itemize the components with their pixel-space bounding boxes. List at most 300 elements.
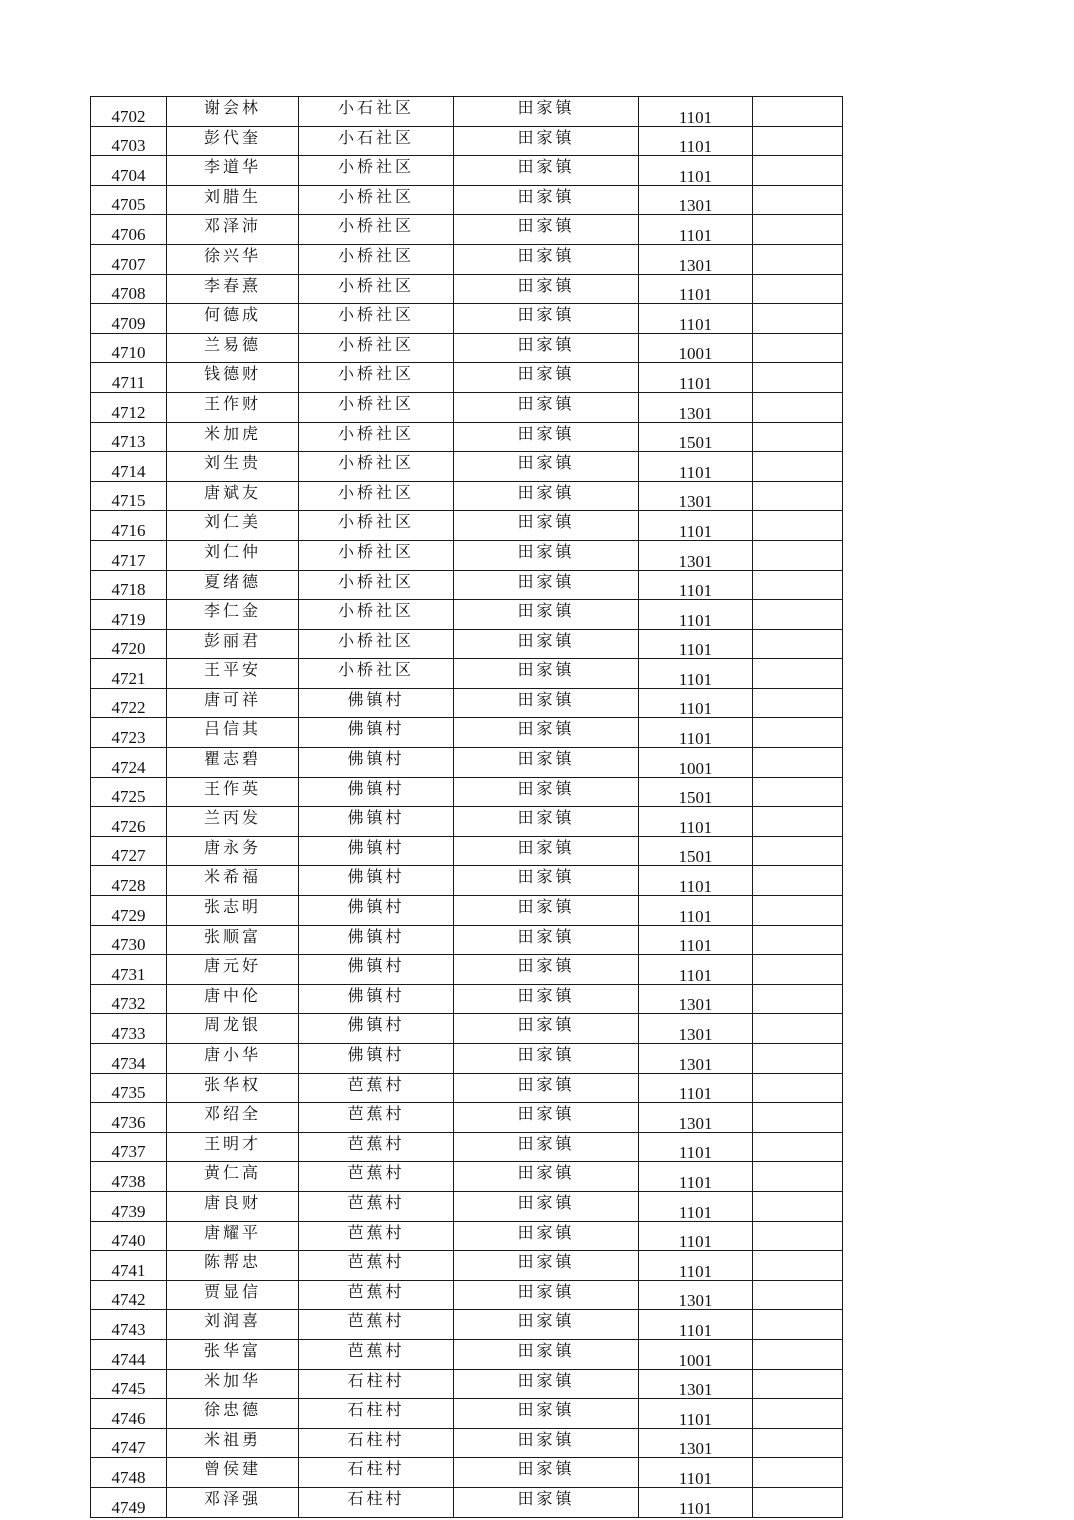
person-name-cell: 徐兴华 — [167, 244, 299, 274]
village-cell: 小桥社区 — [299, 363, 454, 393]
village-cell: 芭蕉村 — [299, 1310, 454, 1340]
note-cell — [753, 422, 843, 452]
town-cell: 田家镇 — [454, 807, 639, 837]
code-cell: 1101 — [639, 1132, 753, 1162]
row-number-cell: 4735 — [91, 1073, 167, 1103]
row-number-cell: 4740 — [91, 1221, 167, 1251]
table-row — [91, 1014, 843, 1044]
village-cell: 佛镇村 — [299, 955, 454, 985]
person-name-cell: 唐中伦 — [167, 984, 299, 1014]
code-cell: 1301 — [639, 984, 753, 1014]
table-row — [91, 392, 843, 422]
code-cell: 1101 — [639, 925, 753, 955]
town-cell: 田家镇 — [454, 866, 639, 896]
table-row — [91, 1369, 843, 1399]
town-cell: 田家镇 — [454, 304, 639, 334]
row-number-cell: 4744 — [91, 1339, 167, 1369]
town-cell: 田家镇 — [454, 896, 639, 926]
village-cell: 小桥社区 — [299, 600, 454, 630]
table-row — [91, 955, 843, 985]
person-name-cell: 徐忠德 — [167, 1399, 299, 1429]
code-cell: 1301 — [639, 540, 753, 570]
town-cell: 田家镇 — [454, 1132, 639, 1162]
town-cell: 田家镇 — [454, 481, 639, 511]
row-number-cell: 4704 — [91, 156, 167, 186]
note-cell — [753, 363, 843, 393]
village-cell: 芭蕉村 — [299, 1339, 454, 1369]
town-cell: 田家镇 — [454, 156, 639, 186]
person-name-cell: 米希福 — [167, 866, 299, 896]
village-cell: 佛镇村 — [299, 896, 454, 926]
row-number-cell: 4712 — [91, 392, 167, 422]
village-cell: 石柱村 — [299, 1369, 454, 1399]
table-row — [91, 97, 843, 127]
town-cell: 田家镇 — [454, 1428, 639, 1458]
note-cell — [753, 688, 843, 718]
row-number-cell: 4747 — [91, 1428, 167, 1458]
row-number-cell: 4713 — [91, 422, 167, 452]
town-cell: 田家镇 — [454, 570, 639, 600]
note-cell — [753, 955, 843, 985]
code-cell: 1101 — [639, 215, 753, 245]
table-row — [91, 1103, 843, 1133]
row-number-cell: 4726 — [91, 807, 167, 837]
table-row — [91, 1221, 843, 1251]
row-number-cell: 4714 — [91, 452, 167, 482]
code-cell: 1301 — [639, 1014, 753, 1044]
town-cell: 田家镇 — [454, 836, 639, 866]
row-number-cell: 4737 — [91, 1132, 167, 1162]
row-number-cell: 4705 — [91, 185, 167, 215]
village-cell: 芭蕉村 — [299, 1132, 454, 1162]
code-cell: 1301 — [639, 185, 753, 215]
row-number-cell: 4724 — [91, 748, 167, 778]
table-row — [91, 1132, 843, 1162]
person-name-cell: 米加华 — [167, 1369, 299, 1399]
note-cell — [753, 97, 843, 127]
row-number-cell: 4741 — [91, 1251, 167, 1281]
table-row — [91, 718, 843, 748]
village-cell: 小桥社区 — [299, 570, 454, 600]
village-cell: 石柱村 — [299, 1487, 454, 1517]
note-cell — [753, 274, 843, 304]
row-number-cell: 4746 — [91, 1399, 167, 1429]
person-name-cell: 唐耀平 — [167, 1221, 299, 1251]
note-cell — [753, 452, 843, 482]
person-name-cell: 陈帮忠 — [167, 1251, 299, 1281]
person-name-cell: 王作财 — [167, 392, 299, 422]
town-cell: 田家镇 — [454, 659, 639, 689]
table-row — [91, 1073, 843, 1103]
note-cell — [753, 540, 843, 570]
row-number-cell: 4719 — [91, 600, 167, 630]
town-cell: 田家镇 — [454, 1339, 639, 1369]
table-row — [91, 688, 843, 718]
table-row — [91, 1191, 843, 1221]
note-cell — [753, 1073, 843, 1103]
code-cell: 1101 — [639, 304, 753, 334]
table-row — [91, 1251, 843, 1281]
note-cell — [753, 866, 843, 896]
row-number-cell: 4732 — [91, 984, 167, 1014]
code-cell: 1101 — [639, 1251, 753, 1281]
note-cell — [753, 215, 843, 245]
note-cell — [753, 1428, 843, 1458]
village-cell: 小桥社区 — [299, 481, 454, 511]
code-cell: 1501 — [639, 422, 753, 452]
note-cell — [753, 777, 843, 807]
town-cell: 田家镇 — [454, 540, 639, 570]
code-cell: 1101 — [639, 718, 753, 748]
table-row — [91, 452, 843, 482]
table-row — [91, 925, 843, 955]
row-number-cell: 4729 — [91, 896, 167, 926]
note-cell — [753, 511, 843, 541]
person-name-cell: 邓泽沛 — [167, 215, 299, 245]
village-cell: 小桥社区 — [299, 540, 454, 570]
village-cell: 芭蕉村 — [299, 1073, 454, 1103]
town-cell: 田家镇 — [454, 244, 639, 274]
village-cell: 佛镇村 — [299, 807, 454, 837]
table-row — [91, 1339, 843, 1369]
town-cell: 田家镇 — [454, 1280, 639, 1310]
code-cell: 1101 — [639, 1073, 753, 1103]
village-cell: 佛镇村 — [299, 748, 454, 778]
note-cell — [753, 1458, 843, 1488]
code-cell: 1301 — [639, 1280, 753, 1310]
code-cell: 1101 — [639, 570, 753, 600]
town-cell: 田家镇 — [454, 1162, 639, 1192]
note-cell — [753, 333, 843, 363]
town-cell: 田家镇 — [454, 274, 639, 304]
note-cell — [753, 1369, 843, 1399]
row-number-cell: 4707 — [91, 244, 167, 274]
town-cell: 田家镇 — [454, 215, 639, 245]
table-row — [91, 540, 843, 570]
person-name-cell: 王作英 — [167, 777, 299, 807]
person-name-cell: 唐元好 — [167, 955, 299, 985]
town-cell: 田家镇 — [454, 748, 639, 778]
village-cell: 小桥社区 — [299, 274, 454, 304]
table-row — [91, 659, 843, 689]
town-cell: 田家镇 — [454, 1251, 639, 1281]
code-cell: 1101 — [639, 629, 753, 659]
row-number-cell: 4709 — [91, 304, 167, 334]
table-row — [91, 777, 843, 807]
note-cell — [753, 748, 843, 778]
row-number-cell: 4738 — [91, 1162, 167, 1192]
person-name-cell: 王明才 — [167, 1132, 299, 1162]
row-number-cell: 4742 — [91, 1280, 167, 1310]
town-cell: 田家镇 — [454, 1191, 639, 1221]
town-cell: 田家镇 — [454, 97, 639, 127]
town-cell: 田家镇 — [454, 392, 639, 422]
table-row — [91, 748, 843, 778]
town-cell: 田家镇 — [454, 925, 639, 955]
note-cell — [753, 925, 843, 955]
person-name-cell: 彭丽君 — [167, 629, 299, 659]
town-cell: 田家镇 — [454, 511, 639, 541]
row-number-cell: 4710 — [91, 333, 167, 363]
note-cell — [753, 600, 843, 630]
town-cell: 田家镇 — [454, 1014, 639, 1044]
town-cell: 田家镇 — [454, 688, 639, 718]
table-row — [91, 126, 843, 156]
person-name-cell: 兰丙发 — [167, 807, 299, 837]
code-cell: 1101 — [639, 807, 753, 837]
village-cell: 佛镇村 — [299, 777, 454, 807]
code-cell: 1001 — [639, 1339, 753, 1369]
person-name-cell: 张华权 — [167, 1073, 299, 1103]
code-cell: 1301 — [639, 1428, 753, 1458]
row-number-cell: 4745 — [91, 1369, 167, 1399]
village-cell: 芭蕉村 — [299, 1251, 454, 1281]
town-cell: 田家镇 — [454, 1310, 639, 1340]
row-number-cell: 4703 — [91, 126, 167, 156]
town-cell: 田家镇 — [454, 718, 639, 748]
note-cell — [753, 244, 843, 274]
village-cell: 芭蕉村 — [299, 1103, 454, 1133]
table-row — [91, 866, 843, 896]
code-cell: 1101 — [639, 1310, 753, 1340]
person-name-cell: 李春熹 — [167, 274, 299, 304]
person-name-cell: 谢会林 — [167, 97, 299, 127]
person-name-cell: 唐斌友 — [167, 481, 299, 511]
note-cell — [753, 1280, 843, 1310]
table-row — [91, 511, 843, 541]
note-cell — [753, 1162, 843, 1192]
code-cell: 1101 — [639, 955, 753, 985]
code-cell: 1101 — [639, 363, 753, 393]
note-cell — [753, 1310, 843, 1340]
person-name-cell: 李仁金 — [167, 600, 299, 630]
person-name-cell: 钱德财 — [167, 363, 299, 393]
row-number-cell: 4733 — [91, 1014, 167, 1044]
note-cell — [753, 1339, 843, 1369]
village-cell: 小桥社区 — [299, 422, 454, 452]
town-cell: 田家镇 — [454, 1103, 639, 1133]
table-row — [91, 1044, 843, 1074]
table-row — [91, 304, 843, 334]
village-cell: 小石社区 — [299, 97, 454, 127]
note-cell — [753, 304, 843, 334]
code-cell: 1301 — [639, 392, 753, 422]
town-cell: 田家镇 — [454, 1073, 639, 1103]
town-cell: 田家镇 — [454, 1399, 639, 1429]
note-cell — [753, 1399, 843, 1429]
note-cell — [753, 1191, 843, 1221]
town-cell: 田家镇 — [454, 629, 639, 659]
note-cell — [753, 1103, 843, 1133]
village-cell: 佛镇村 — [299, 718, 454, 748]
table-row — [91, 629, 843, 659]
note-cell — [753, 156, 843, 186]
town-cell: 田家镇 — [454, 422, 639, 452]
note-cell — [753, 570, 843, 600]
person-name-cell: 刘仁仲 — [167, 540, 299, 570]
note-cell — [753, 126, 843, 156]
person-name-cell: 吕信其 — [167, 718, 299, 748]
village-cell: 佛镇村 — [299, 984, 454, 1014]
table-row — [91, 570, 843, 600]
person-name-cell: 米祖勇 — [167, 1428, 299, 1458]
code-cell: 1101 — [639, 1221, 753, 1251]
table-row — [91, 1428, 843, 1458]
note-cell — [753, 481, 843, 511]
roster-table-body — [91, 97, 843, 1518]
table-row — [91, 896, 843, 926]
code-cell: 1501 — [639, 836, 753, 866]
town-cell: 田家镇 — [454, 777, 639, 807]
row-number-cell: 4725 — [91, 777, 167, 807]
person-name-cell: 曾侯建 — [167, 1458, 299, 1488]
person-name-cell: 何德成 — [167, 304, 299, 334]
code-cell: 1101 — [639, 1162, 753, 1192]
code-cell: 1101 — [639, 1191, 753, 1221]
person-name-cell: 周龙银 — [167, 1014, 299, 1044]
note-cell — [753, 392, 843, 422]
town-cell: 田家镇 — [454, 363, 639, 393]
code-cell: 1101 — [639, 1487, 753, 1517]
table-row — [91, 836, 843, 866]
town-cell: 田家镇 — [454, 185, 639, 215]
person-name-cell: 张顺富 — [167, 925, 299, 955]
town-cell: 田家镇 — [454, 1369, 639, 1399]
table-row — [91, 185, 843, 215]
village-cell: 小桥社区 — [299, 659, 454, 689]
code-cell: 1301 — [639, 1044, 753, 1074]
note-cell — [753, 1487, 843, 1517]
table-row — [91, 1162, 843, 1192]
table-row — [91, 274, 843, 304]
table-row — [91, 215, 843, 245]
code-cell: 1101 — [639, 126, 753, 156]
table-row — [91, 422, 843, 452]
note-cell — [753, 1044, 843, 1074]
row-number-cell: 4716 — [91, 511, 167, 541]
village-cell: 佛镇村 — [299, 836, 454, 866]
table-row — [91, 1458, 843, 1488]
town-cell: 田家镇 — [454, 955, 639, 985]
person-name-cell: 彭代奎 — [167, 126, 299, 156]
person-name-cell: 李道华 — [167, 156, 299, 186]
person-name-cell: 刘腊生 — [167, 185, 299, 215]
town-cell: 田家镇 — [454, 126, 639, 156]
village-cell: 佛镇村 — [299, 1044, 454, 1074]
table-row — [91, 1310, 843, 1340]
village-cell: 小桥社区 — [299, 304, 454, 334]
town-cell: 田家镇 — [454, 1221, 639, 1251]
code-cell: 1301 — [639, 481, 753, 511]
person-name-cell: 刘生贵 — [167, 452, 299, 482]
village-cell: 芭蕉村 — [299, 1191, 454, 1221]
person-name-cell: 唐小华 — [167, 1044, 299, 1074]
village-cell: 小桥社区 — [299, 333, 454, 363]
table-row — [91, 1399, 843, 1429]
note-cell — [753, 984, 843, 1014]
table-row — [91, 363, 843, 393]
note-cell — [753, 807, 843, 837]
row-number-cell: 4734 — [91, 1044, 167, 1074]
row-number-cell: 4711 — [91, 363, 167, 393]
row-number-cell: 4717 — [91, 540, 167, 570]
person-name-cell: 刘润喜 — [167, 1310, 299, 1340]
code-cell: 1101 — [639, 896, 753, 926]
row-number-cell: 4728 — [91, 866, 167, 896]
code-cell: 1101 — [639, 866, 753, 896]
code-cell: 1001 — [639, 748, 753, 778]
person-name-cell: 黄仁高 — [167, 1162, 299, 1192]
note-cell — [753, 1014, 843, 1044]
note-cell — [753, 718, 843, 748]
row-number-cell: 4743 — [91, 1310, 167, 1340]
row-number-cell: 4720 — [91, 629, 167, 659]
table-row — [91, 1487, 843, 1517]
row-number-cell: 4706 — [91, 215, 167, 245]
town-cell: 田家镇 — [454, 452, 639, 482]
person-name-cell: 兰易德 — [167, 333, 299, 363]
town-cell: 田家镇 — [454, 1044, 639, 1074]
note-cell — [753, 1221, 843, 1251]
note-cell — [753, 1251, 843, 1281]
code-cell: 1101 — [639, 511, 753, 541]
village-cell: 小桥社区 — [299, 156, 454, 186]
code-cell: 1101 — [639, 600, 753, 630]
person-name-cell: 贾显信 — [167, 1280, 299, 1310]
code-cell: 1101 — [639, 97, 753, 127]
code-cell: 1101 — [639, 1399, 753, 1429]
code-cell: 1101 — [639, 1458, 753, 1488]
row-number-cell: 4718 — [91, 570, 167, 600]
row-number-cell: 4722 — [91, 688, 167, 718]
village-cell: 芭蕉村 — [299, 1221, 454, 1251]
village-cell: 佛镇村 — [299, 688, 454, 718]
village-cell: 小桥社区 — [299, 511, 454, 541]
row-number-cell: 4723 — [91, 718, 167, 748]
village-cell: 佛镇村 — [299, 925, 454, 955]
table-row — [91, 600, 843, 630]
village-cell: 小桥社区 — [299, 215, 454, 245]
town-cell: 田家镇 — [454, 1458, 639, 1488]
person-name-cell: 刘仁美 — [167, 511, 299, 541]
note-cell — [753, 185, 843, 215]
person-name-cell: 张志明 — [167, 896, 299, 926]
town-cell: 田家镇 — [454, 1487, 639, 1517]
note-cell — [753, 629, 843, 659]
village-cell: 石柱村 — [299, 1428, 454, 1458]
row-number-cell: 4730 — [91, 925, 167, 955]
person-name-cell: 唐永务 — [167, 836, 299, 866]
village-cell: 小桥社区 — [299, 452, 454, 482]
person-name-cell: 邓绍全 — [167, 1103, 299, 1133]
village-cell: 佛镇村 — [299, 866, 454, 896]
code-cell: 1501 — [639, 777, 753, 807]
person-name-cell: 邓泽强 — [167, 1487, 299, 1517]
village-cell: 佛镇村 — [299, 1014, 454, 1044]
code-cell: 1101 — [639, 688, 753, 718]
village-cell: 小桥社区 — [299, 392, 454, 422]
row-number-cell: 4748 — [91, 1458, 167, 1488]
person-name-cell: 张华富 — [167, 1339, 299, 1369]
note-cell — [753, 836, 843, 866]
row-number-cell: 4731 — [91, 955, 167, 985]
table-row — [91, 156, 843, 186]
code-cell: 1101 — [639, 274, 753, 304]
village-cell: 小桥社区 — [299, 185, 454, 215]
village-cell: 小桥社区 — [299, 244, 454, 274]
note-cell — [753, 896, 843, 926]
village-cell: 石柱村 — [299, 1458, 454, 1488]
